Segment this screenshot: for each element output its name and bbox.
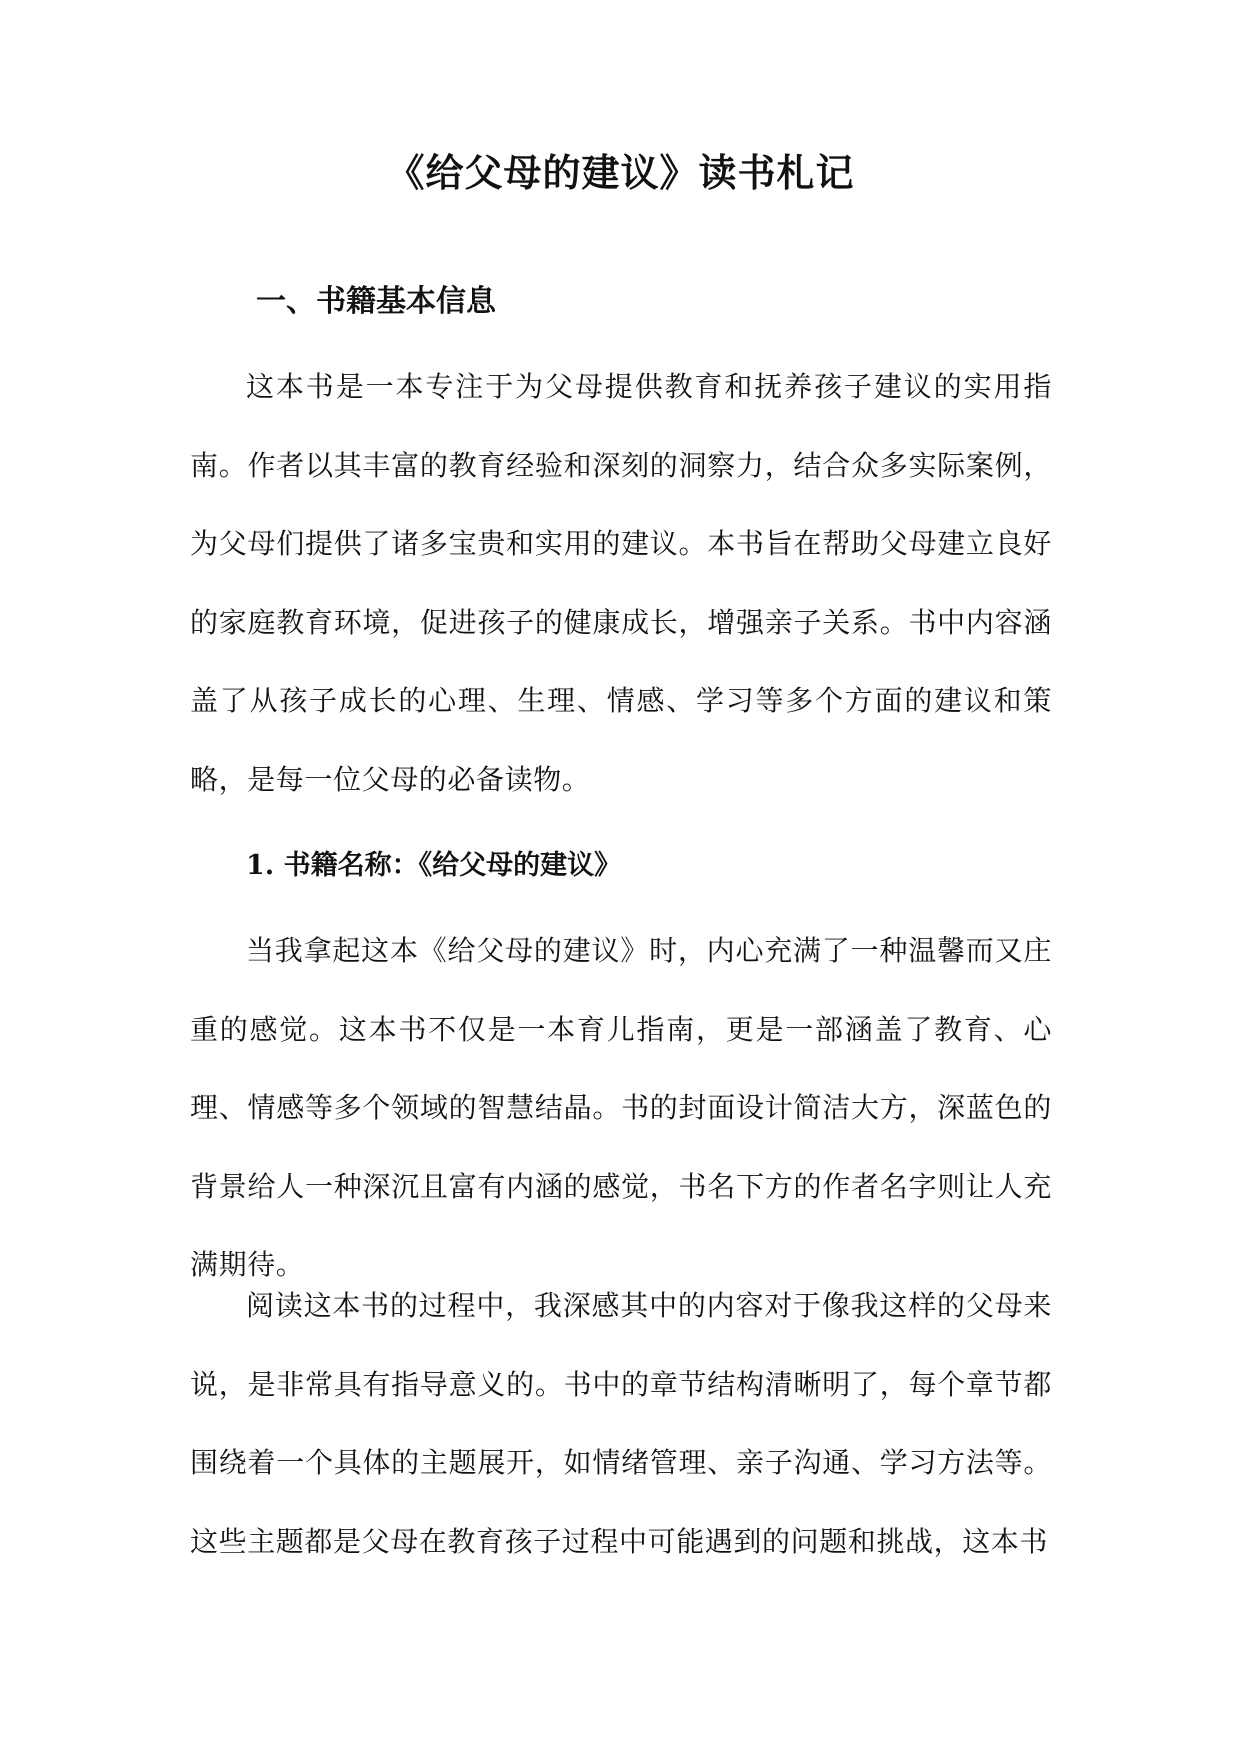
paragraph-reading-process: 阅读这本书的过程中，我深感其中的内容对于像我这样的父母来说，是非常具有指导意义的。书中的章节结构清晰明了，每个章节都围绕着一个具体的主题展开，如情绪管理、亲子沟通、学习方法等。这些主题都是父母在教育孩子过程中可能遇到的问题和挑战，这本书 — [190, 1289, 1052, 1558]
subsection-heading-book-name: 1. 书籍名称：《给父母的建议》 — [246, 850, 622, 881]
paragraph-first-impression: 当我拿起这本《给父母的建议》时，内心充满了一种温馨而又庄重的感觉。这本书不仅是一本育儿指南，更是一部涵盖了教育、心理、情感等多个领域的智慧结晶。书的封面设计简洁大方，深蓝色的背景给人一种深沉且富有内涵的感觉，书名下方的作者名字则让人充满期待。 — [190, 934, 1052, 1281]
document-title: 《给父母的建议》读书札记 — [386, 150, 855, 195]
paragraph-book-intro: 这本书是一本专注于为父母提供教育和抚养孩子建议的实用指南。作者以其丰富的教育经验和深刻的洞察力，结合众多实际案例，为父母们提供了诸多宝贵和实用的建议。本书旨在帮助父母建立良好的家庭教育环境，促进孩子的健康成长，增强亲子关系。书中内容涵盖了从孩子成长的心理、生理、情感、学习等多个方面的建议和策略，是每一位父母的必备读物。 — [190, 370, 1052, 796]
section-heading-book-info: 一、书籍基本信息 — [256, 284, 496, 319]
